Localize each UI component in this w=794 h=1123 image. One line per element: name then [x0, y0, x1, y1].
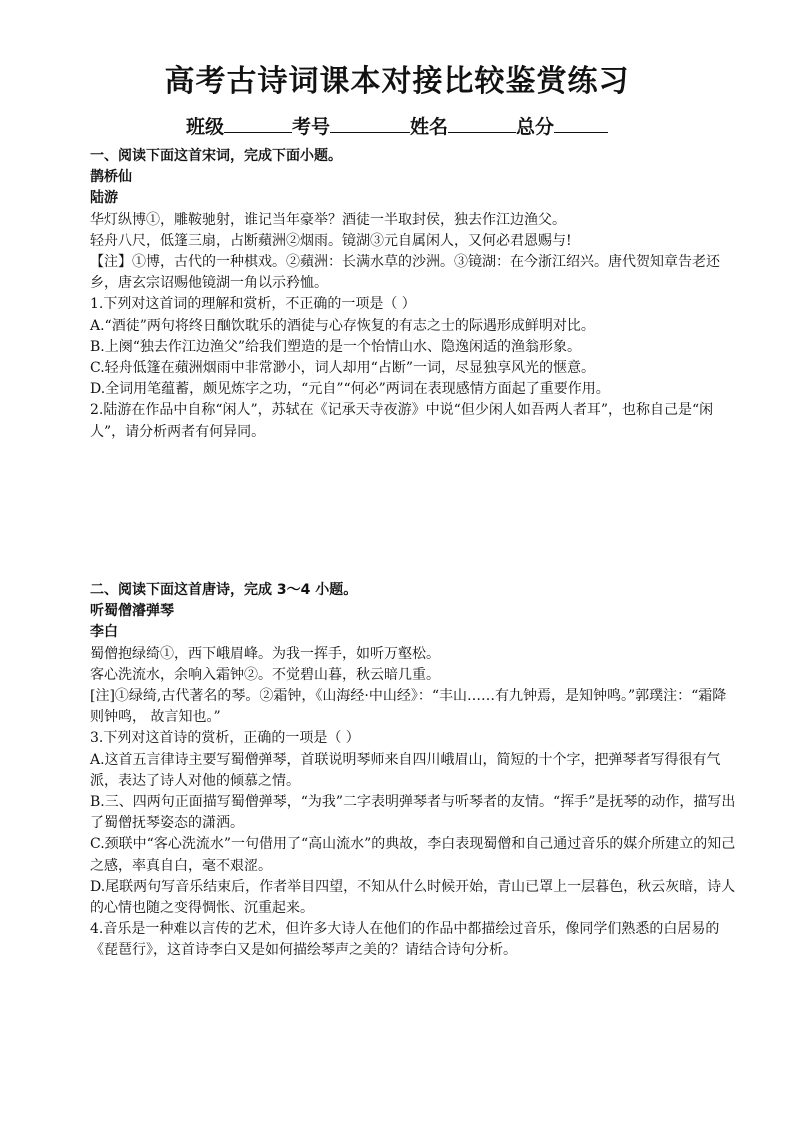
poem-2-author: 李白 [90, 624, 118, 641]
exam-no-label: 考号 [291, 116, 330, 138]
question-3-option: D.尾联两句写音乐结束后，作者举目四望，不知从什么时候开始，青山已罩上一层暮色，秋云灰暗，诗人的心情也随之变得惆怅、沉重起来。 [90, 878, 736, 917]
poem-2-note: [注]①绿绮,古代著名的琴。②霜钟，《山海经·中山经》：“丰山……有九钟焉，是知钟鸣。”郭璞注：“霜降则钟鸣， 故言知也。” [90, 688, 727, 726]
poem-1-author: 陆游 [90, 190, 118, 207]
section-2-heading: 二、阅读下面这首唐诗，完成 3～4 小题。 [90, 582, 358, 598]
class-blank[interactable] [224, 112, 292, 133]
score-label: 总分 [516, 116, 555, 138]
question-3-option: B.三、四两句正面描写蜀僧弹琴，“为我”二字表明弹琴者与听琴者的友情。“挥手”是抚琴的动作，描写出了蜀僧抚琴姿态的潇洒。 [90, 794, 736, 832]
page-title: 高考古诗词课本对接比较鉴赏练习 [164, 64, 630, 99]
question-3-option: A.这首五言律诗主要写蜀僧弹琴，首联说明琴师来自四川峨眉山，简短的十个字，把弹琴者写得很有气派，表达了诗人对他的倾慕之情。 [90, 751, 721, 789]
question-1-option: A.“酒徒”两句将终日酗饮耽乐的酒徒与心存恢复的有志之士的际遇形成鲜明对比。 [90, 317, 595, 334]
name-blank[interactable] [448, 112, 516, 133]
question-3: 3.下列对这首诗的赏析，正确的一项是（ ） [90, 730, 360, 747]
poem-1-title: 鹊桥仙 [90, 169, 132, 186]
question-1-option: C.轻舟低篷在蘋洲烟雨中非常渺小，词人却用“占断”一词，尽显独享风光的惬意。 [90, 360, 595, 377]
section-2 [90, 580, 738, 962]
question-1: 1.下列对这首词的理解和赏析，不正确的一项是（ ） [90, 296, 416, 313]
poem-1-note: 【注】①博，古代的一种棋戏。②蘋洲：长满水草的沙洲。③镜湖：在今浙江绍兴。唐代贺知章告老还乡，唐玄宗诏赐他镜湖一角以示矜恤。 [90, 254, 720, 292]
poem-2-line: 客心洗流水，余响入霜钟②。不觉碧山暮，秋云暗几重。 [90, 666, 440, 683]
exam-no-blank[interactable] [330, 112, 410, 133]
poem-2-title: 听蜀僧濬弹琴 [90, 603, 174, 620]
question-2: 2.陆游在作品中自称“闲人”，苏轼在《记承天寺夜游》中说“但少闲人如吾两人者耳”，也称自己是“闲人”，请分析两者有何异同。 [90, 402, 714, 440]
poem-1-line: 轻舟八尺，低篷三扇，占断蘋洲②烟雨。镜湖③元自属闲人，又何必君恩赐与! [90, 232, 572, 249]
student-info-line [0, 112, 794, 140]
question-3-option: C.颈联中“客心洗流水”一句借用了“高山流水”的典故，李白表现蜀僧和自己通过音乐的媒介所建立的知己之感，率真自白，毫不艰涩。 [90, 836, 736, 874]
question-1-option: D.全词用笔蕴蓄，颇见炼字之功，“元自”“何必”两词在表现感情方面起了重要作用。 [90, 381, 610, 398]
score-blank[interactable] [554, 112, 608, 133]
section-1-heading: 一、阅读下面这首宋词，完成下面小题。 [90, 148, 342, 164]
question-1-option: B.上阕“独去作江边渔父”给我们塑造的是一个怡情山水、隐逸闲适的渔翁形象。 [90, 338, 582, 355]
poem-1-line: 华灯纵博①，雕鞍驰射，谁记当年豪举？酒徒一半取封侯，独去作江边渔父。 [90, 211, 566, 228]
name-label: 姓名 [410, 116, 449, 138]
class-label: 班级 [185, 116, 224, 138]
question-4: 4.音乐是一种难以言传的艺术，但许多大诗人在他们的作品中都描绘过音乐，像同学们熟悉的白居易的《琵琶行》，这首诗李白又是如何描绘琴声之美的？请结合诗句分析。 [90, 921, 720, 959]
section-1 [90, 146, 738, 443]
poem-2-line: 蜀僧抱绿绮①，西下峨眉峰。为我一挥手，如听万壑松。 [90, 645, 440, 662]
